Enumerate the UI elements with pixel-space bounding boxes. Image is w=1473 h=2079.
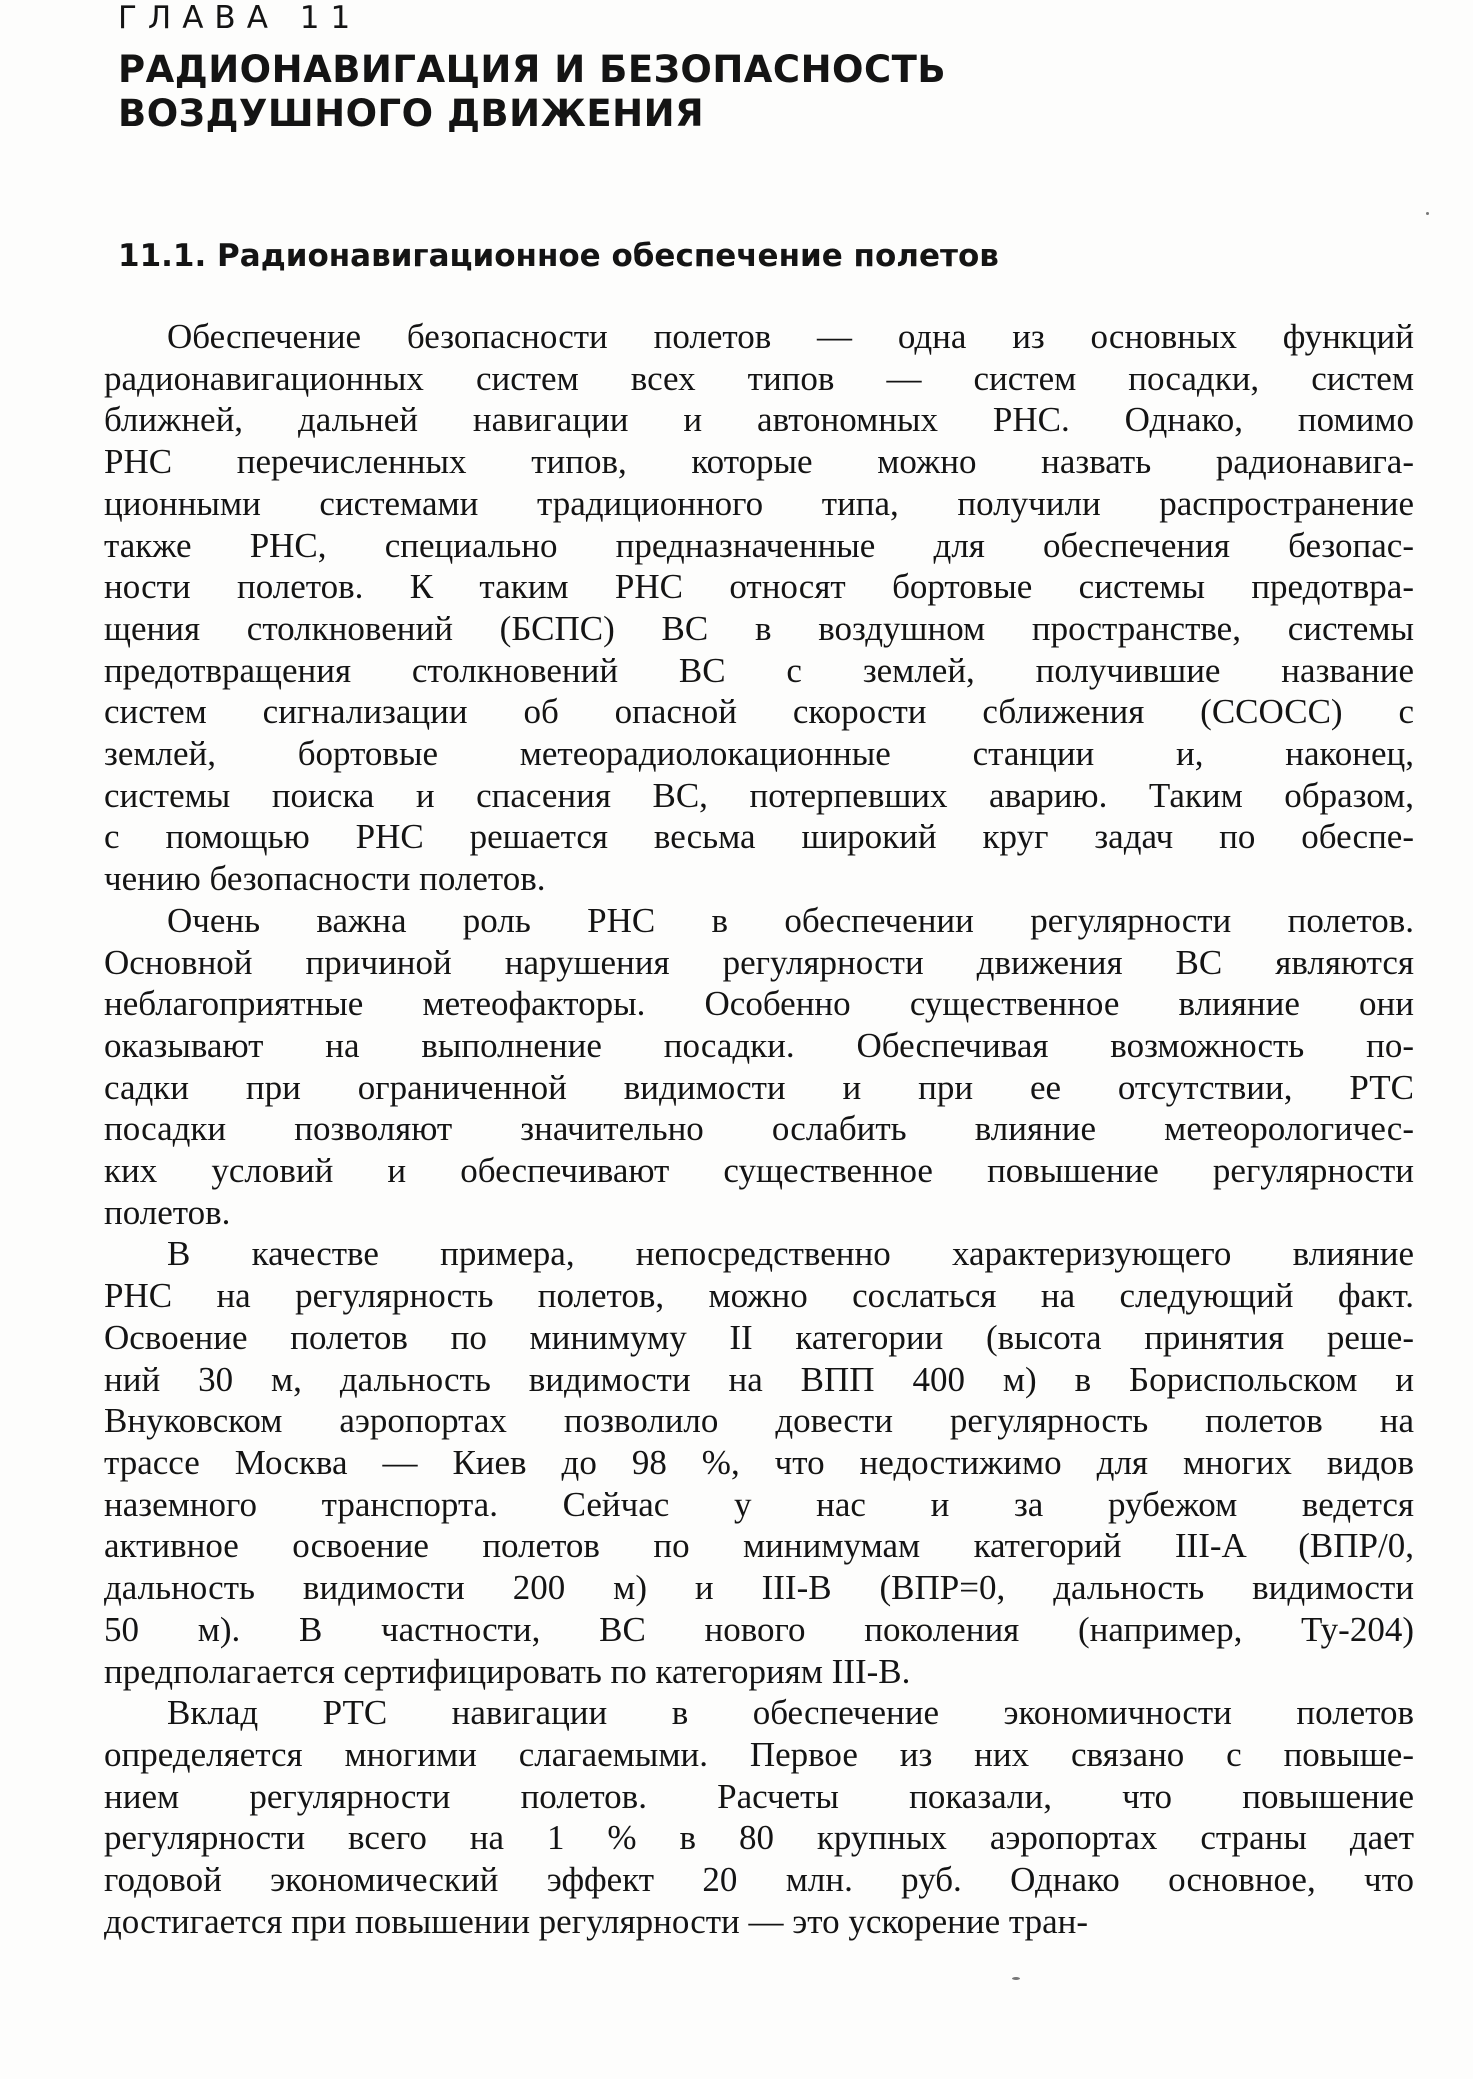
text-line: наземного транспорта. Сейчас у нас и за рубежом ведется [104, 1484, 1414, 1524]
text-line: радионавигационных систем всех типов — систем посадки, систем [104, 358, 1414, 398]
chapter-title [118, 48, 1318, 136]
text-line: ближней, дальней навигации и автономных РНС. Однако, помимо [104, 400, 1414, 440]
text-line: РНС на регулярность полетов, можно сослаться на следующий факт. [104, 1276, 1414, 1316]
chapter-title-line: ВОЗДУШНОГО ДВИЖЕНИЯ [118, 92, 705, 135]
text-line: 50 м). В частности, ВС нового поколения (например, Ту-204) [104, 1609, 1414, 1649]
text-line: нием регулярности полетов. Расчеты показали, что повышение [104, 1776, 1414, 1816]
text-line: Вклад РТС навигации в обеспечение экономичности полетов [167, 1693, 1414, 1733]
paragraph [104, 1233, 1414, 1692]
text-line: трассе Москва — Киев до 98 %, что недостижимо для многих видов [104, 1442, 1414, 1482]
text-line: Внуковском аэропортах позволило довести регулярность полетов на [104, 1401, 1414, 1441]
text-line: В качестве примера, непосредственно характеризующего влияние [167, 1234, 1414, 1274]
text-line: чению безопасности полетов. [104, 859, 546, 899]
text-line: неблагоприятные метеофакторы. Особенно существенное влияние они [104, 984, 1414, 1024]
text-line: посадки позволяют значительно ослабить влияние метеорологичес- [104, 1109, 1414, 1149]
text-line: достигается при повышении регулярности — это ускорение тран- [104, 1901, 1089, 1941]
text-line: оказывают на выполнение посадки. Обеспечивая возможность по- [104, 1025, 1414, 1065]
text-line: Основной причиной нарушения регулярности движения ВС являются [104, 942, 1414, 982]
text-line: регулярности всего на 1 % в 80 крупных аэропортах страны дает [104, 1818, 1414, 1858]
chapter-label: ГЛАВА 11 [118, 0, 362, 36]
text-line: дальность видимости 200 м) и III-B (ВПР=0, дальность видимости [104, 1568, 1414, 1608]
text-line: активное освоение полетов по минимумам категорий III-A (ВПР/0, [104, 1526, 1414, 1566]
text-line: годовой экономический эффект 20 млн. руб. Однако основное, что [104, 1860, 1414, 1900]
text-line: ционными системами традиционного типа, получили распространение [104, 483, 1414, 523]
text-line: систем сигнализации об опасной скорости сближения (ССОСС) с [104, 692, 1414, 732]
text-line: ких условий и обеспечивают существенное повышение регулярности [104, 1151, 1414, 1191]
text-line: Освоение полетов по минимуму II категории (высота принятия реше- [104, 1317, 1414, 1357]
paragraph [104, 1692, 1414, 1942]
chapter-title-line: РАДИОНАВИГАЦИЯ И БЕЗОПАСНОСТЬ [118, 48, 947, 91]
text-line: предполагается сертифицировать по категориям III-B. [104, 1651, 911, 1691]
paragraph [104, 900, 1414, 1234]
text-line: системы поиска и спасения ВС, потерпевших аварию. Таким образом, [104, 775, 1414, 815]
text-line: землей, бортовые метеорадиолокационные станции и, наконец, [104, 734, 1414, 774]
body-text [104, 316, 1414, 1942]
text-line: полетов. [104, 1192, 231, 1232]
text-line: садки при ограниченной видимости и при ее отсутствии, РТС [104, 1067, 1414, 1107]
text-line: Обеспечение безопасности полетов — одна из основных функций [167, 317, 1414, 356]
text-line: с помощью РНС решается весьма широкий круг задач по обеспе- [104, 817, 1414, 857]
text-line: определяется многими слагаемыми. Первое из них связано с повыше- [104, 1734, 1414, 1774]
paragraph [104, 316, 1414, 900]
text-line: РНС перечисленных типов, которые можно назвать радионавига- [104, 442, 1414, 482]
text-line: ности полетов. К таким РНС относят бортовые системы предотвра- [104, 567, 1414, 607]
scan-speck [1012, 1977, 1020, 1980]
scan-speck [1426, 212, 1429, 215]
text-line: также РНС, специально предназначенные для обеспечения безопас- [104, 525, 1414, 565]
section-heading: 11.1. Радионавигационное обеспечение полетов [118, 238, 999, 274]
text-line: щения столкновений (БСПС) ВС в воздушном пространстве, системы [104, 608, 1414, 648]
text-line: ний 30 м, дальность видимости на ВПП 400 м) в Бориспольском и [104, 1359, 1414, 1399]
text-line: Очень важна роль РНС в обеспечении регулярности полетов. [167, 900, 1414, 940]
text-line: предотвращения столкновений ВС с землей, получившие название [104, 650, 1414, 690]
